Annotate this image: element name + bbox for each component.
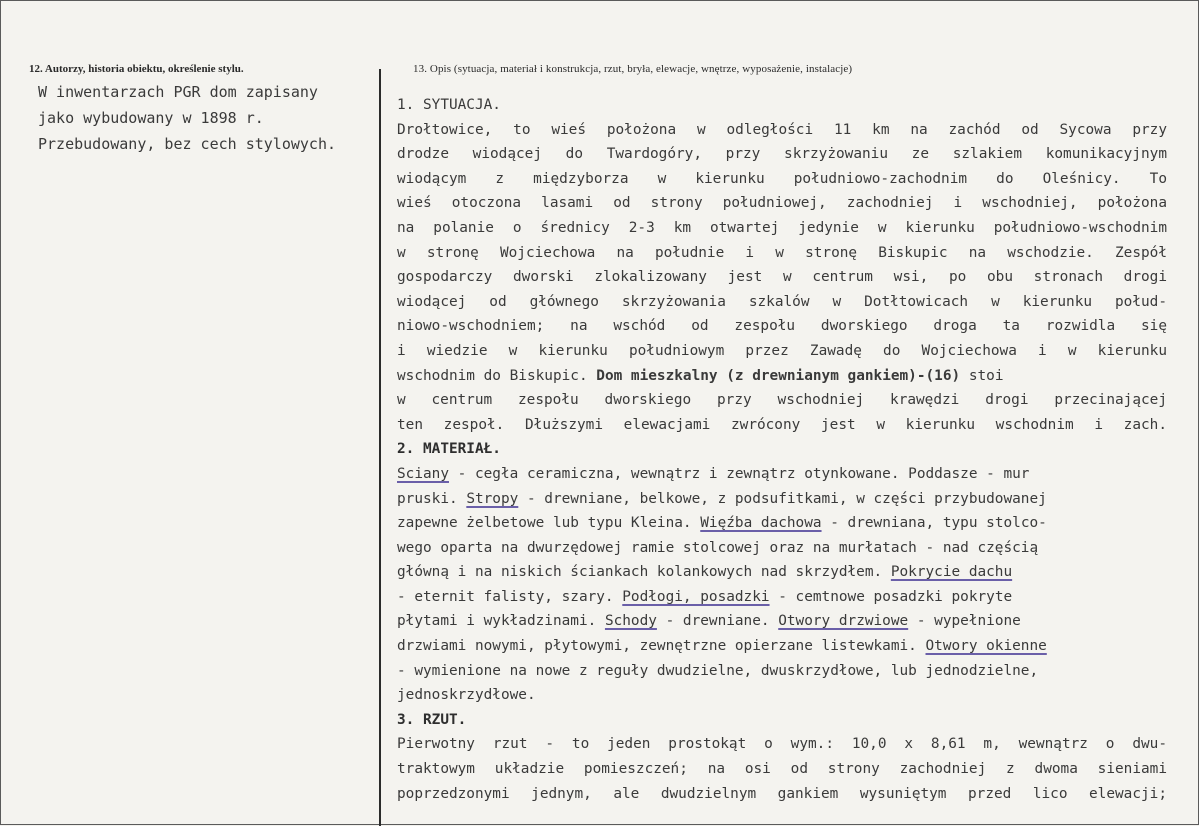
text-line: w centrum zespołu dworskiego przy wschodniej krawędzi drogi przecinającej bbox=[397, 392, 1167, 409]
text-line: ten zespoł. Dłuższymi elewacjami zwrócony jest w kierunku wschodnim i zach. bbox=[397, 416, 1167, 433]
keyword-stropy: Stropy bbox=[466, 490, 519, 507]
text-line bbox=[397, 364, 1167, 389]
text-run: drzwiami nowymi, płytowymi, zewnętrzne opierzane listewkami. bbox=[397, 638, 926, 655]
text-line: wego oparta na dwurzędowej ramie stolcowej oraz na murłatach - nad częścią bbox=[397, 539, 1039, 556]
text-line: drodze wiodącej do Twardogóry, przy skrzyżowaniu ze szlakiem komunikacyjnym bbox=[397, 146, 1167, 163]
text-run: - cemtnowe posadzki pokryte bbox=[769, 588, 1013, 605]
text-line bbox=[397, 634, 1167, 659]
text-line: Pierwotny rzut - to jeden prostokąt o wym.: 10,0 x 8,61 m, wewnątrz o dwu- bbox=[397, 736, 1167, 753]
keyword-otwory-okienne: Otwory okienne bbox=[925, 638, 1047, 655]
text-run: - drewniane. bbox=[656, 613, 779, 630]
keyword-sciany: Sciany bbox=[397, 465, 449, 482]
text-run: płytami i wykładzinami. bbox=[397, 613, 605, 630]
keyword-schody: Schody bbox=[604, 613, 657, 630]
keyword-podlogi-posadzki: Podłogi, posadzki bbox=[622, 588, 770, 605]
text-line: Przebudowany, bez cech stylowych. bbox=[38, 135, 337, 153]
section-title-rzut: 3. RZUT. bbox=[397, 711, 467, 728]
text-line: na polanie o średnicy 2-3 km otwartej jedynie w kierunku południowo-wschodnim bbox=[397, 219, 1167, 236]
section-title-material: 2. MATERIAŁ. bbox=[397, 441, 501, 458]
text-run: pruski. bbox=[397, 490, 467, 507]
text-line: jako wybudowany w 1898 r. bbox=[38, 109, 264, 127]
text-run: - eternit falisty, szary. bbox=[397, 588, 623, 605]
text-line: gospodarczy dworski zlokalizowany jest w centrum wsi, po obu stronach drogi bbox=[397, 269, 1167, 286]
text-run: - cegła ceramiczna, wewnątrz i zewnątrz otynkowane. Poddasze - mur bbox=[448, 465, 1030, 482]
section-title-sytuacja: 1. SYTUACJA. bbox=[397, 97, 501, 113]
field-12-heading: 12. Autorzy, historia obiektu, określenie stylu. bbox=[29, 63, 244, 75]
keyword-wiezba-dachowa: Więźba dachowa bbox=[700, 515, 822, 532]
dom-mieszkalny-label: Dom mieszkalny (z drewnianym gankiem)-(16) bbox=[596, 367, 961, 384]
text-run: wschodnim do Biskupic. bbox=[397, 367, 597, 384]
text-line: jednoskrzydłowe. bbox=[397, 687, 536, 704]
text-line: Drołtowice, to wieś położona w odległości 11 km na zachód od Sycowa przy bbox=[397, 121, 1167, 138]
text-line: poprzedzonymi jednym, ale dwudzielnym gankiem wysuniętym przed lico elewacji; bbox=[397, 785, 1167, 802]
text-run: stoi bbox=[960, 367, 1004, 384]
text-line: i wiedzie w kierunku południowym przez Zawadę do Wojciechowa i w kierunku bbox=[397, 342, 1167, 359]
text-line bbox=[397, 462, 1167, 487]
text-line: traktowym układzie pomieszczeń; na osi od strony zachodniej z dwoma sieniami bbox=[397, 761, 1167, 778]
text-line bbox=[397, 585, 1167, 610]
text-line: wieś otoczona lasami od strony południowej, zachodniej i wschodniej, położona bbox=[397, 195, 1167, 212]
field-12-text bbox=[38, 79, 373, 157]
keyword-pokrycie-dachu: Pokrycie dachu bbox=[890, 564, 1013, 581]
text-run: - drewniane, belkowe, z podsufitkami, w części przybudowanej bbox=[518, 490, 1047, 507]
text-line: - wymienione na nowe z reguły dwudzielne, dwuskrzydłowe, lub jednodzielne, bbox=[397, 662, 1039, 679]
text-run: - drewniana, typu stolco- bbox=[821, 515, 1047, 532]
text-line bbox=[397, 487, 1167, 512]
text-run: zapewne żelbetowe lub typu Kleina. bbox=[397, 515, 701, 532]
keyword-otwory-drzwiowe: Otwory drzwiowe bbox=[778, 613, 909, 630]
text-run: - wypełnione bbox=[908, 613, 1021, 630]
field-13-heading: 13. Opis (sytuacja, materiał i konstrukcja, rzut, bryła, elewacje, wnętrze, wyposażenie, instalacje) bbox=[413, 63, 853, 75]
column-divider bbox=[379, 69, 381, 826]
text-line bbox=[397, 560, 1167, 585]
text-run: główną i na niskich ściankach kolankowych nad skrzydłem. bbox=[397, 564, 891, 581]
text-line: wiodącej od głównego skrzyżowania szkalów w Dotłtowicach w kierunku połud- bbox=[397, 293, 1167, 310]
text-line bbox=[397, 609, 1167, 634]
text-line: W inwentarzach PGR dom zapisany bbox=[38, 83, 318, 101]
text-line: wiodącym z międzyborza w kierunku południowo-zachodnim do Oleśnicy. To bbox=[397, 170, 1167, 187]
text-line: niowo-wschodniem; na wschód od zespołu dworskiego droga ta rozwidla się bbox=[397, 318, 1167, 335]
field-13-text bbox=[397, 93, 1167, 806]
text-line bbox=[397, 511, 1167, 536]
text-line: w stronę Wojciechowa na południe i w stronę Biskupic na wschodzie. Zespół bbox=[397, 244, 1167, 261]
